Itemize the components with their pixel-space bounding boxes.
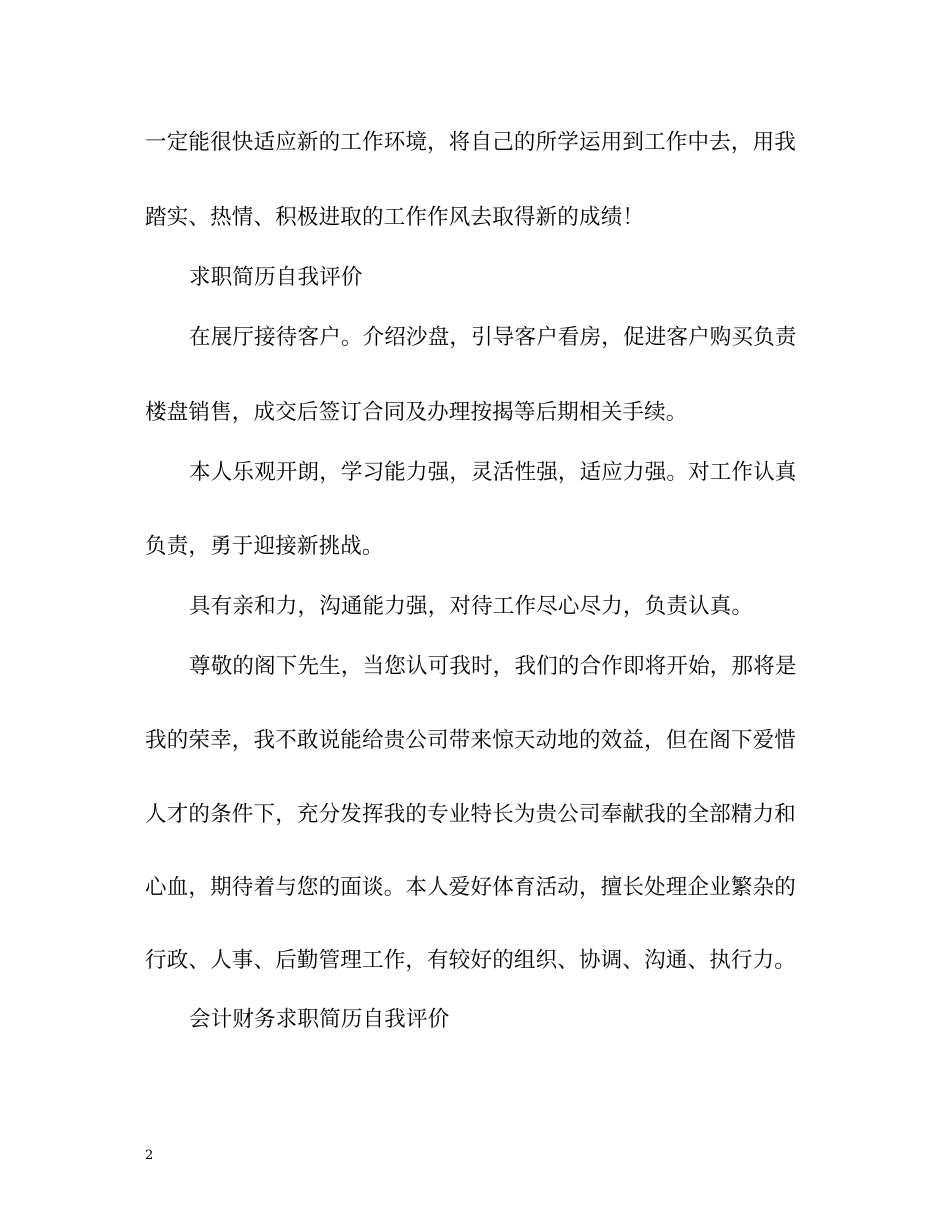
text-line: 心血，期待着与您的面谈。本人爱好体育活动，擅长处理企业繁杂的: [145, 875, 797, 900]
text-line: 一定能很快适应新的工作环境，将自己的所学运用到工作中去，用我: [145, 130, 797, 155]
text-line: 具有亲和力，沟通能力强，对待工作尽心尽力，负责认真。: [189, 594, 754, 619]
text-line: 踏实、热情、积极进取的工作作风去取得新的成绩！: [145, 205, 645, 230]
text-line: 尊敬的阁下先生，当您认可我时，我们的合作即将开始，那将是: [189, 654, 797, 679]
text-line: 楼盘销售，成交后签订合同及办理按揭等后期相关手续。: [145, 400, 688, 425]
text-line: 我的荣幸，我不敢说能给贵公司带来惊天动地的效益，但在阁下爱惜: [145, 728, 797, 753]
text-line: 负责，勇于迎接新挑战。: [145, 534, 384, 559]
page-number: 2: [145, 1148, 154, 1163]
text-line: 本人乐观开朗，学习能力强，灵活性强，适应力强。对工作认真: [189, 460, 797, 485]
section-heading: 求职简历自我评价: [189, 265, 363, 290]
text-line: 人才的条件下，充分发挥我的专业特长为贵公司奉献我的全部精力和: [145, 802, 797, 827]
text-line: 在展厅接待客户。介绍沙盘，引导客户看房，促进客户购买负责: [189, 325, 797, 350]
section-heading: 会计财务求职简历自我评价: [189, 1007, 450, 1032]
text-line: 行政、人事、后勤管理工作，有较好的组织、协调、沟通、执行力。: [145, 948, 797, 973]
